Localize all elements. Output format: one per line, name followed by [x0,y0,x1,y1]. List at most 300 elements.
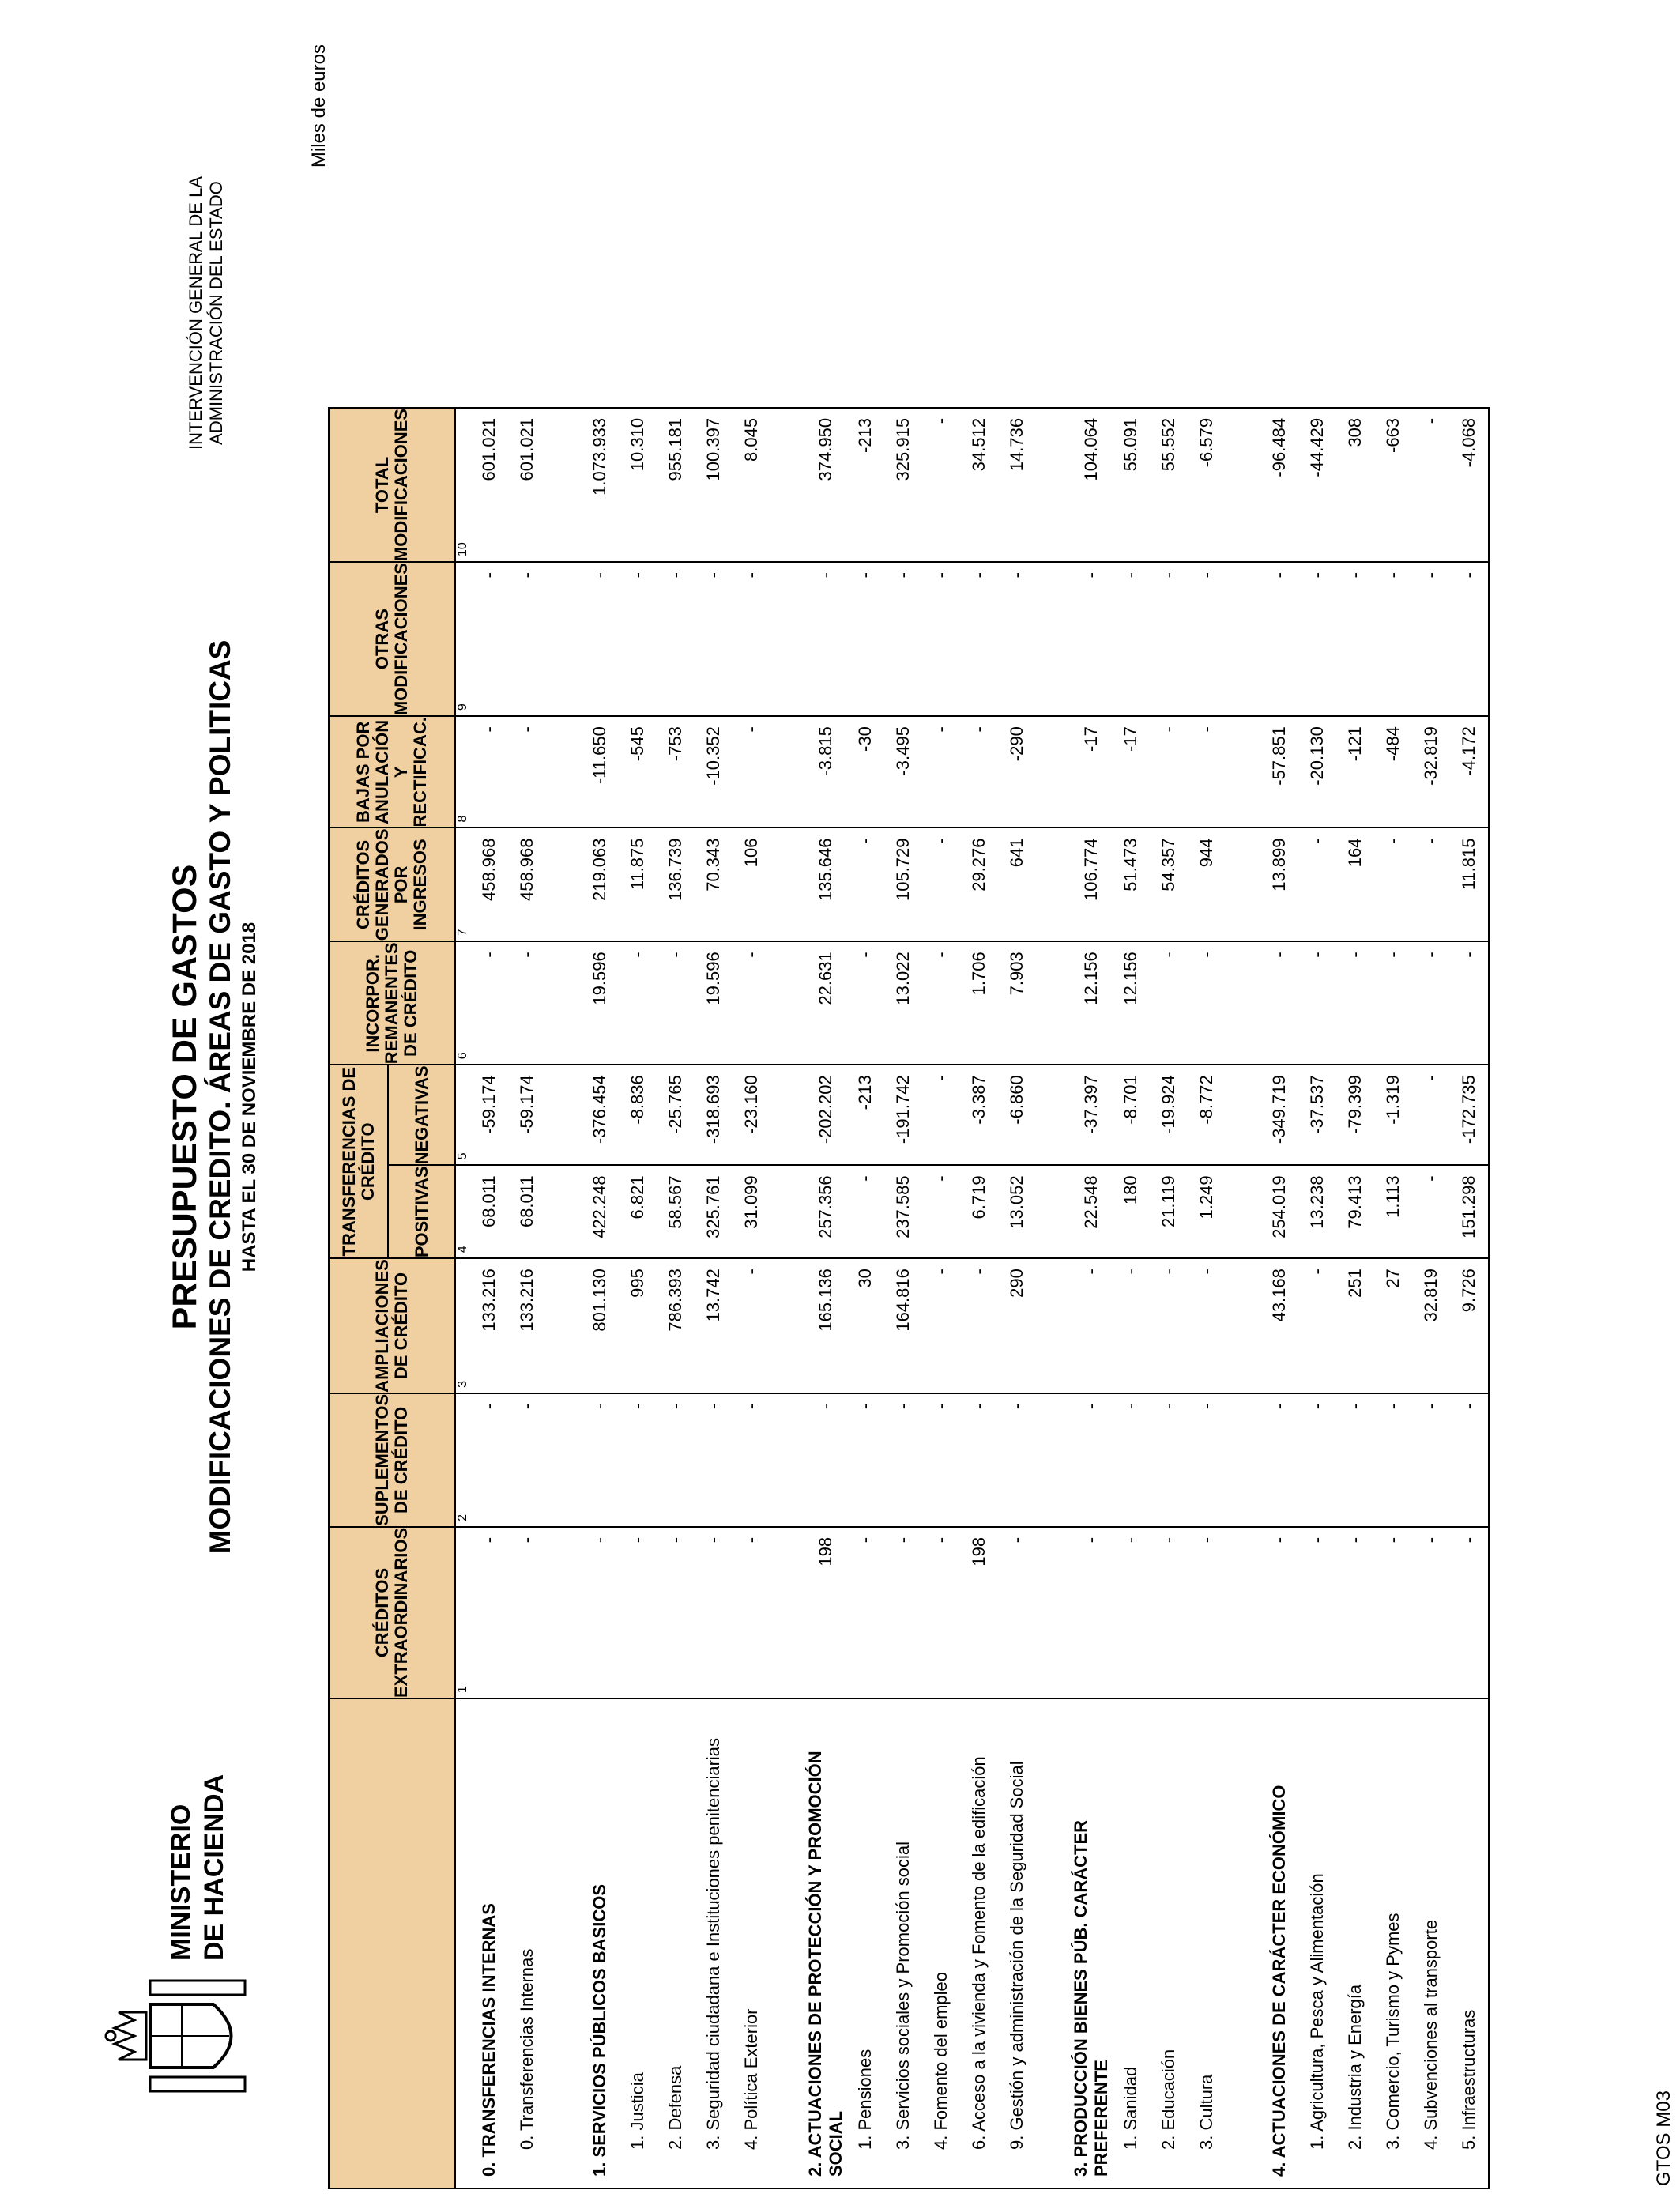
value-cell-col-10 [1036,408,1071,562]
value-cell-col-7: 11.815 [1450,828,1489,942]
value-cell-col-6: - [1336,941,1374,1065]
policy-row [1412,408,1450,2188]
value-cell-col-9 [546,562,581,716]
value-cell-col-4: 1.113 [1374,1165,1412,1258]
column-number-6: 6 [455,941,470,1065]
value-cell-col-6 [1226,941,1260,1065]
value-cell-col-8: -290 [998,716,1036,827]
spacer-row [1036,408,1071,2188]
area-row [581,408,619,2188]
value-cell-col-6: - [657,941,695,1065]
value-cell-col-3: 164.816 [884,1258,922,1393]
value-cell-col-10: -44.429 [1298,408,1336,562]
value-cell-col-7: - [1412,828,1450,942]
value-cell-col-1: - [1298,1527,1336,1698]
value-cell-col-7: 106.774 [1071,828,1112,942]
column-number-blank [455,1698,470,2188]
value-cell-col-7: 13.899 [1260,828,1298,942]
value-cell-col-8: -121 [1336,716,1374,827]
column-number-7: 7 [455,828,470,942]
value-cell-col-9: - [1112,562,1150,716]
row-label [1036,1698,1071,2188]
value-cell-col-8: - [1188,716,1226,827]
value-cell-col-7: 11.875 [619,828,657,942]
value-cell-col-2: - [922,1393,960,1527]
value-cell-col-10: 10.310 [619,408,657,562]
value-cell-col-6: - [1450,941,1489,1065]
column-number-1: 1 [455,1527,470,1698]
value-cell-col-3: 43.168 [1260,1258,1298,1393]
value-cell-col-4: 254.019 [1260,1165,1298,1258]
value-cell-col-5: -8.772 [1188,1065,1226,1165]
value-cell-col-4 [1226,1165,1260,1258]
value-cell-col-6: 7.903 [998,941,1036,1065]
column-number-10: 10 [455,408,470,562]
value-cell-col-4: 31.099 [733,1165,770,1258]
value-cell-col-2: - [1150,1393,1188,1527]
value-cell-col-6: - [1260,941,1298,1065]
value-cell-col-6: 12.156 [1071,941,1112,1065]
value-cell-col-8: -4.172 [1450,716,1489,827]
value-cell-col-7: 219.063 [581,828,619,942]
value-cell-col-1: - [733,1527,770,1698]
value-cell-col-6: - [1188,941,1226,1065]
value-cell-col-8 [546,716,581,827]
value-cell-col-1: - [1071,1527,1112,1698]
row-label [770,1698,805,2188]
value-cell-col-4: 180 [1112,1165,1150,1258]
value-cell-col-2: - [657,1393,695,1527]
value-cell-col-5: - [1412,1065,1450,1165]
column-number-2: 2 [455,1393,470,1527]
value-cell-col-8: - [470,716,508,827]
value-cell-col-5: -202.202 [805,1065,846,1165]
value-cell-col-3: 251 [1336,1258,1374,1393]
policy-row [508,408,546,2188]
row-label: 1. Justicia [619,1698,657,2188]
value-cell-col-4 [770,1165,805,1258]
policy-row [1298,408,1336,2188]
value-cell-col-7: 106 [733,828,770,942]
value-cell-col-9: - [998,562,1036,716]
spacer-row [770,408,805,2188]
value-cell-col-2: - [733,1393,770,1527]
value-cell-col-1: - [695,1527,733,1698]
area-row [1260,408,1298,2188]
value-cell-col-9: - [1188,562,1226,716]
col-header-ampliaciones: AMPLIACIONES DE CRÉDITO [329,1258,455,1393]
value-cell-col-5 [1226,1065,1260,1165]
value-cell-col-8 [1226,716,1260,827]
row-label: 6. Acceso a la vivienda y Fomento de la edificación [960,1698,998,2188]
value-cell-col-10: 325.915 [884,408,922,562]
policy-row [733,408,770,2188]
value-cell-col-2: - [884,1393,922,1527]
value-cell-col-9: - [922,562,960,716]
value-cell-col-4: 325.761 [695,1165,733,1258]
value-cell-col-9: - [508,562,546,716]
policy-row [1188,408,1226,2188]
value-cell-col-4: 151.298 [1450,1165,1489,1258]
value-cell-col-3 [1226,1258,1260,1393]
value-cell-col-9: - [1450,562,1489,716]
value-cell-col-4: 68.011 [470,1165,508,1258]
value-cell-col-5: -318.693 [695,1065,733,1165]
row-label: 4. Fomento del empleo [922,1698,960,2188]
value-cell-col-9: - [619,562,657,716]
value-cell-col-7: 105.729 [884,828,922,942]
value-cell-col-8: -17 [1112,716,1150,827]
value-cell-col-10: -6.579 [1188,408,1226,562]
col-header-transferencias: TRANSFERENCIAS DE CRÉDITO [329,1065,388,1258]
value-cell-col-7: 54.357 [1150,828,1188,942]
value-cell-col-8: - [922,716,960,827]
value-cell-col-3: 32.819 [1412,1258,1450,1393]
value-cell-col-5 [546,1065,581,1165]
value-cell-col-8: -545 [619,716,657,827]
value-cell-col-10: -663 [1374,408,1412,562]
column-number-5: 5 [455,1065,470,1165]
value-cell-col-9 [1226,562,1260,716]
value-cell-col-10 [1226,408,1260,562]
value-cell-col-1: - [1112,1527,1150,1698]
value-cell-col-7 [1036,828,1071,942]
value-cell-col-1: - [619,1527,657,1698]
value-cell-col-4: 58.567 [657,1165,695,1258]
value-cell-col-9 [770,562,805,716]
value-cell-col-3: 133.216 [508,1258,546,1393]
value-cell-col-7: 458.968 [508,828,546,942]
value-cell-col-5: -79.399 [1336,1065,1374,1165]
value-cell-col-1: - [657,1527,695,1698]
area-row [470,408,508,2188]
area-row [1071,408,1112,2188]
value-cell-col-3 [770,1258,805,1393]
value-cell-col-10: 100.397 [695,408,733,562]
value-cell-col-6: - [846,941,884,1065]
value-cell-col-7: - [1298,828,1336,942]
value-cell-col-4: 13.238 [1298,1165,1336,1258]
value-cell-col-1 [546,1527,581,1698]
value-cell-col-3: - [960,1258,998,1393]
value-cell-col-7: 29.276 [960,828,998,942]
value-cell-col-3: 165.136 [805,1258,846,1393]
value-cell-col-3: 995 [619,1258,657,1393]
column-number-8: 8 [455,716,470,827]
row-label: 1. Sanidad [1112,1698,1150,2188]
value-cell-col-10: 374.950 [805,408,846,562]
value-cell-col-4 [546,1165,581,1258]
value-cell-col-2: - [1188,1393,1226,1527]
value-cell-col-9: - [1374,562,1412,716]
policy-row [1336,408,1374,2188]
value-cell-col-4 [1036,1165,1071,1258]
value-cell-col-7: 135.646 [805,828,846,942]
policy-row [960,408,998,2188]
policy-row [1150,408,1188,2188]
value-cell-col-8: -11.650 [581,716,619,827]
value-cell-col-3: 786.393 [657,1258,695,1393]
value-cell-col-1: - [1450,1527,1489,1698]
value-cell-col-6: 19.596 [581,941,619,1065]
value-cell-col-9: - [805,562,846,716]
col-header-negativas: NEGATIVAS [388,1065,455,1165]
modifications-table [328,407,1490,2189]
value-cell-col-10: 55.091 [1112,408,1150,562]
value-cell-col-10: 308 [1336,408,1374,562]
value-cell-col-9: - [733,562,770,716]
value-cell-col-3 [546,1258,581,1393]
value-cell-col-4: 68.011 [508,1165,546,1258]
value-cell-col-10: 14.736 [998,408,1036,562]
value-cell-col-2 [1226,1393,1260,1527]
value-cell-col-2: - [695,1393,733,1527]
value-cell-col-7 [546,828,581,942]
value-cell-col-5: -213 [846,1065,884,1165]
value-cell-col-5: -59.174 [508,1065,546,1165]
value-cell-col-3: - [1188,1258,1226,1393]
value-cell-col-9: - [1071,562,1112,716]
value-cell-col-5: -172.735 [1450,1065,1489,1165]
value-cell-col-5: -25.765 [657,1065,695,1165]
value-cell-col-5: -8.701 [1112,1065,1150,1165]
value-cell-col-3: 9.726 [1450,1258,1489,1393]
col-header-positivas: POSITIVAS [388,1165,455,1258]
value-cell-col-9: - [960,562,998,716]
value-cell-col-4: - [922,1165,960,1258]
row-label: 1. Pensiones [846,1698,884,2188]
row-label [546,1698,581,2188]
col-header-total: TOTAL MODIFICACIONES [329,408,455,562]
col-header-otras: OTRAS MODIFICACIONES [329,562,455,716]
value-cell-col-8: -17 [1071,716,1112,827]
value-cell-col-5: -3.387 [960,1065,998,1165]
value-cell-col-3 [1036,1258,1071,1393]
value-cell-col-10: 8.045 [733,408,770,562]
policy-row [998,408,1036,2188]
row-label: 3. Seguridad ciudadana e Instituciones penitenciarias [695,1698,733,2188]
spacer-row [1226,408,1260,2188]
policy-row [1450,408,1489,2188]
page-title: PRESUPUESTO DE GASTOS [166,864,204,1330]
value-cell-col-5: - [922,1065,960,1165]
value-cell-col-7: 458.968 [470,828,508,942]
value-cell-col-5: -6.860 [998,1065,1036,1165]
intervention-label [186,123,227,503]
value-cell-col-1: - [581,1527,619,1698]
value-cell-col-1: - [1150,1527,1188,1698]
value-cell-col-8: -20.130 [1298,716,1336,827]
value-cell-col-4: 6.719 [960,1165,998,1258]
value-cell-col-1: 198 [960,1527,998,1698]
value-cell-col-4: 1.249 [1188,1165,1226,1258]
intervention-line-1: INTERVENCIÓN GENERAL DE LA [186,176,205,450]
col-header-incorporaciones: INCORPOR. REMANENTES DE CRÉDITO [329,941,455,1065]
value-cell-col-10: -213 [846,408,884,562]
value-cell-col-6: - [1412,941,1450,1065]
row-label: 2. ACTUACIONES DE PROTECCIÓN Y PROMOCIÓN SOCIAL [805,1698,846,2188]
value-cell-col-6 [1036,941,1071,1065]
value-cell-col-4: 79.413 [1336,1165,1374,1258]
value-cell-col-3: - [1298,1258,1336,1393]
value-cell-col-7: 70.343 [695,828,733,942]
policy-row [922,408,960,2188]
value-cell-col-5: -1.319 [1374,1065,1412,1165]
row-label: 1. SERVICIOS PÚBLICOS BASICOS [581,1698,619,2188]
row-label: 4. Subvenciones al transporte [1412,1698,1450,2188]
value-cell-col-6: - [508,941,546,1065]
value-cell-col-9: - [1412,562,1450,716]
value-cell-col-10: 55.552 [1150,408,1188,562]
value-cell-col-7: 164 [1336,828,1374,942]
value-cell-col-10: -4.068 [1450,408,1489,562]
units-label: Miles de euros [308,44,330,168]
value-cell-col-1: - [998,1527,1036,1698]
value-cell-col-4: 257.356 [805,1165,846,1258]
value-cell-col-6 [546,941,581,1065]
value-cell-col-4: - [1412,1165,1450,1258]
value-cell-col-10: - [922,408,960,562]
value-cell-col-1: 198 [805,1527,846,1698]
value-cell-col-3: - [922,1258,960,1393]
value-cell-col-6: 22.631 [805,941,846,1065]
value-cell-col-2: - [1112,1393,1150,1527]
value-cell-col-6 [770,941,805,1065]
value-cell-col-6: - [619,941,657,1065]
value-cell-col-1: - [1336,1527,1374,1698]
value-cell-col-10: 955.181 [657,408,695,562]
value-cell-col-2: - [998,1393,1036,1527]
value-cell-col-3: 133.216 [470,1258,508,1393]
row-label: 3. Comercio, Turismo y Pymes [1374,1698,1412,2188]
value-cell-col-8: -3.815 [805,716,846,827]
value-cell-col-6: 13.022 [884,941,922,1065]
value-cell-col-2: - [1450,1393,1489,1527]
value-cell-col-7: - [922,828,960,942]
value-cell-col-7: 641 [998,828,1036,942]
value-cell-col-2: - [846,1393,884,1527]
value-cell-col-5: -19.924 [1150,1065,1188,1165]
policy-row [1374,408,1412,2188]
policy-row [884,408,922,2188]
value-cell-col-6: - [733,941,770,1065]
value-cell-col-1: - [470,1527,508,1698]
value-cell-col-3: - [1071,1258,1112,1393]
value-cell-col-7: 136.739 [657,828,695,942]
value-cell-col-4: 6.821 [619,1165,657,1258]
value-cell-col-6: - [922,941,960,1065]
value-cell-col-8: -3.495 [884,716,922,827]
value-cell-col-2: - [508,1393,546,1527]
value-cell-col-2 [1036,1393,1071,1527]
policy-row [657,408,695,2188]
col-header-bajas: BAJAS POR ANULACIÓN Y RECTIFICAC. [329,716,455,827]
value-cell-col-2: - [960,1393,998,1527]
value-cell-col-6: - [470,941,508,1065]
value-cell-col-6: 12.156 [1112,941,1150,1065]
value-cell-col-4: - [846,1165,884,1258]
policy-row [619,408,657,2188]
value-cell-col-6: 19.596 [695,941,733,1065]
value-cell-col-1: - [1260,1527,1298,1698]
value-cell-col-9: - [657,562,695,716]
value-cell-col-1: - [508,1527,546,1698]
value-cell-col-9: - [470,562,508,716]
value-cell-col-3: - [1150,1258,1188,1393]
row-label: 2. Educación [1150,1698,1188,2188]
value-cell-col-4: 422.248 [581,1165,619,1258]
row-label: 0. TRANSFERENCIAS INTERNAS [470,1698,508,2188]
value-cell-col-2 [546,1393,581,1527]
value-cell-col-8: -484 [1374,716,1412,827]
value-cell-col-10: 104.064 [1071,408,1112,562]
value-cell-col-9: - [1298,562,1336,716]
value-cell-col-1: - [846,1527,884,1698]
value-cell-col-7 [770,828,805,942]
value-cell-col-8: -753 [657,716,695,827]
policy-row [695,408,733,2188]
value-cell-col-8: -57.851 [1260,716,1298,827]
value-cell-col-6: - [1150,941,1188,1065]
value-cell-col-10 [546,408,581,562]
value-cell-col-3: - [1112,1258,1150,1393]
row-label: 5. Infraestructuras [1450,1698,1489,2188]
value-cell-col-1: - [1374,1527,1412,1698]
row-label: 2. Industria y Energía [1336,1698,1374,2188]
policy-row [846,408,884,2188]
ministry-line-1: MINISTERIO [166,1804,196,1961]
value-cell-col-9 [1036,562,1071,716]
value-cell-col-5 [770,1065,805,1165]
value-cell-col-3: 290 [998,1258,1036,1393]
value-cell-col-7: - [846,828,884,942]
value-cell-col-9: - [846,562,884,716]
ministry-line-2: DE HACIENDA [199,1774,229,1961]
row-label: 0. Transferencias Internas [508,1698,546,2188]
value-cell-col-5: -23.160 [733,1065,770,1165]
value-cell-col-3: - [733,1258,770,1393]
value-cell-col-1 [1226,1527,1260,1698]
value-cell-col-1: - [922,1527,960,1698]
value-cell-col-8: -32.819 [1412,716,1450,827]
row-label: 9. Gestión y administración de la Seguridad Social [998,1698,1036,2188]
value-cell-col-8 [1036,716,1071,827]
value-cell-col-8 [770,716,805,827]
column-number-3: 3 [455,1258,470,1393]
value-cell-col-10: 601.021 [470,408,508,562]
value-cell-col-2: - [470,1393,508,1527]
row-label: 4. ACTUACIONES DE CARÁCTER ECONÓMICO [1260,1698,1298,2188]
area-row [805,408,846,2188]
value-cell-col-8: - [960,716,998,827]
value-cell-col-9: - [695,562,733,716]
value-cell-col-4: 237.585 [884,1165,922,1258]
value-cell-col-2: - [1374,1393,1412,1527]
value-cell-col-5 [1036,1065,1071,1165]
row-label [1226,1698,1260,2188]
value-cell-col-2: - [581,1393,619,1527]
value-cell-col-10: -96.484 [1260,408,1298,562]
row-label: 3. PRODUCCIÓN BIENES PÚB. CARÁCTER PREFERENTE [1071,1698,1112,2188]
value-cell-col-5: -8.836 [619,1065,657,1165]
value-cell-col-6: - [1298,941,1336,1065]
value-cell-col-8: -10.352 [695,716,733,827]
value-cell-col-8: - [733,716,770,827]
value-cell-col-5: -37.397 [1071,1065,1112,1165]
value-cell-col-2: - [1260,1393,1298,1527]
value-cell-col-1: - [1188,1527,1226,1698]
value-cell-col-9: - [1336,562,1374,716]
